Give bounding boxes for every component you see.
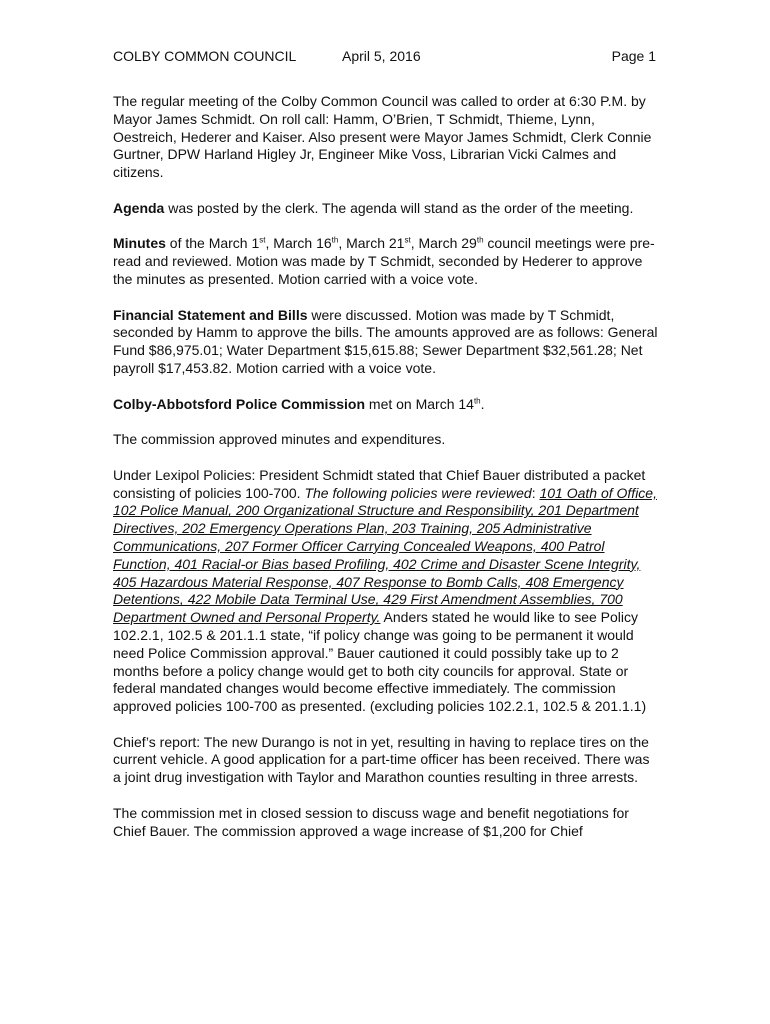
minutes-text-mid-2: , March 21 [338,235,405,252]
minutes-text-post: council meetings were pre-read and reviewed. Motion was made by T Schmidt, seconded by Hederer to approve the minutes as presented. Motion carried with a voice vote. [113,235,655,287]
approved-text: The commission approved minutes and expenditures. [113,431,446,448]
intro-paragraph [113,93,658,182]
minutes-sup-4: th [476,235,484,245]
minutes-text-pre: of the March 1 [165,235,260,252]
lexipol-policy-list: 101 Oath of Office, 102 Police Manual, 200 Organizational Structure and Responsibility, 201 Department Directives, 202 Emergency Operations Plan, 203 Training, 205 Administrative Communications, 207 Former Officer Carrying Concealed Weapons, 400 Patrol Function, 401 Racial-or Bias based Profiling, 402 Crime and Disaster Scene Integrity, 405 Hazardous Material Response, 407 Response to Bomb Calls, 408 Emergency Detentions, 422 Mobile Data Terminal Use, 429 First Amendment Assemblies, 700 Department Owned and Personal Property. [113,484,657,626]
chief-report-text: Chief’s report: The new Durango is not in yet, resulting in having to replace tires on the current vehicle. A good application for a part-time officer has been received. There was a joint drug investigation with Taylor and Marathon counties resulting in three arrests. [113,733,650,786]
page-header [113,47,656,67]
minutes-paragraph [113,235,658,288]
header-council-name: COLBY COMMON COUNCIL [113,48,297,64]
intro-text: The regular meeting of the Colby Common Council was called to order at 6:30 P.M. by Mayor James Schmidt. On roll call: Hamm, O’Brien, T Schmidt, Thieme, Lynn, Oestreich, Hederer and Kaiser. Also present were Mayor James Schmidt, Clerk Connie Gurtner, DPW Harland Higley Jr, Engineer Mike Voss, Librarian Vicki Calmes and citizens. [113,93,652,181]
closed-session-paragraph [113,805,658,841]
header-page-number: Page 1 [611,48,656,64]
lexipol-text-pre: Under Lexipol Policies: President Schmidt stated that Chief Bauer distributed a packet consisting of policies 100-700. [113,466,646,501]
police-commission-text-post: . [480,395,485,412]
chief-report-paragraph [113,734,658,787]
minutes-sup-1: st [259,235,266,245]
police-commission-sup: th [473,395,481,405]
lexipol-text-post: Anders stated he would like to see Policy 102.2.1, 102.5 & 201.1.1 state, “if policy change was going to be permanent it would need Police Commission approval.” Bauer cautioned it could possibly take up to 2 months before a policy change would get to both city councils for approval. State or federal mandated changes would become effective immediately. The commission approved policies 100-700 as presented. (excluding policies 102.2.1, 102.5 & 201.1.1) [113,609,647,715]
financial-text: were discussed. Motion was made by T Schmidt, seconded by Hamm to approve the bills. The amounts approved are as follows: General Fund $86,975.01; Water Department $15,615.88; Sewer Department $32,561.28; Net payroll $17,453.82. Motion carried with a voice vote. [113,306,658,376]
police-commission-text: met on March 14 [365,395,474,412]
lexipol-paragraph [113,467,658,716]
police-commission-heading: Colby-Abbotsford Police Commission [113,395,366,412]
agenda-paragraph [113,200,658,218]
document-body [113,93,658,858]
minutes-sup-2: th [331,235,339,245]
police-commission-paragraph [113,396,658,414]
approved-paragraph [113,431,658,449]
agenda-heading: Agenda [113,199,165,216]
lexipol-italic-intro: The following policies were reviewed [304,484,532,501]
financial-heading: Financial Statement and Bills [113,306,308,323]
closed-session-text: The commission met in closed session to discuss wage and benefit negotiations for Chief Bauer. The commission approved a wage increase of $1,200 for Chief [113,804,629,839]
minutes-text-mid-1: , March 16 [265,235,332,252]
header-date: April 5, 2016 [342,48,421,64]
minutes-heading: Minutes [113,235,166,252]
financial-paragraph [113,307,658,378]
minutes-text-mid-3: , March 29 [410,235,477,252]
agenda-text: was posted by the clerk. The agenda will stand as the order of the meeting. [164,199,634,216]
minutes-sup-3: st [404,235,411,245]
lexipol-colon: : [531,484,540,501]
